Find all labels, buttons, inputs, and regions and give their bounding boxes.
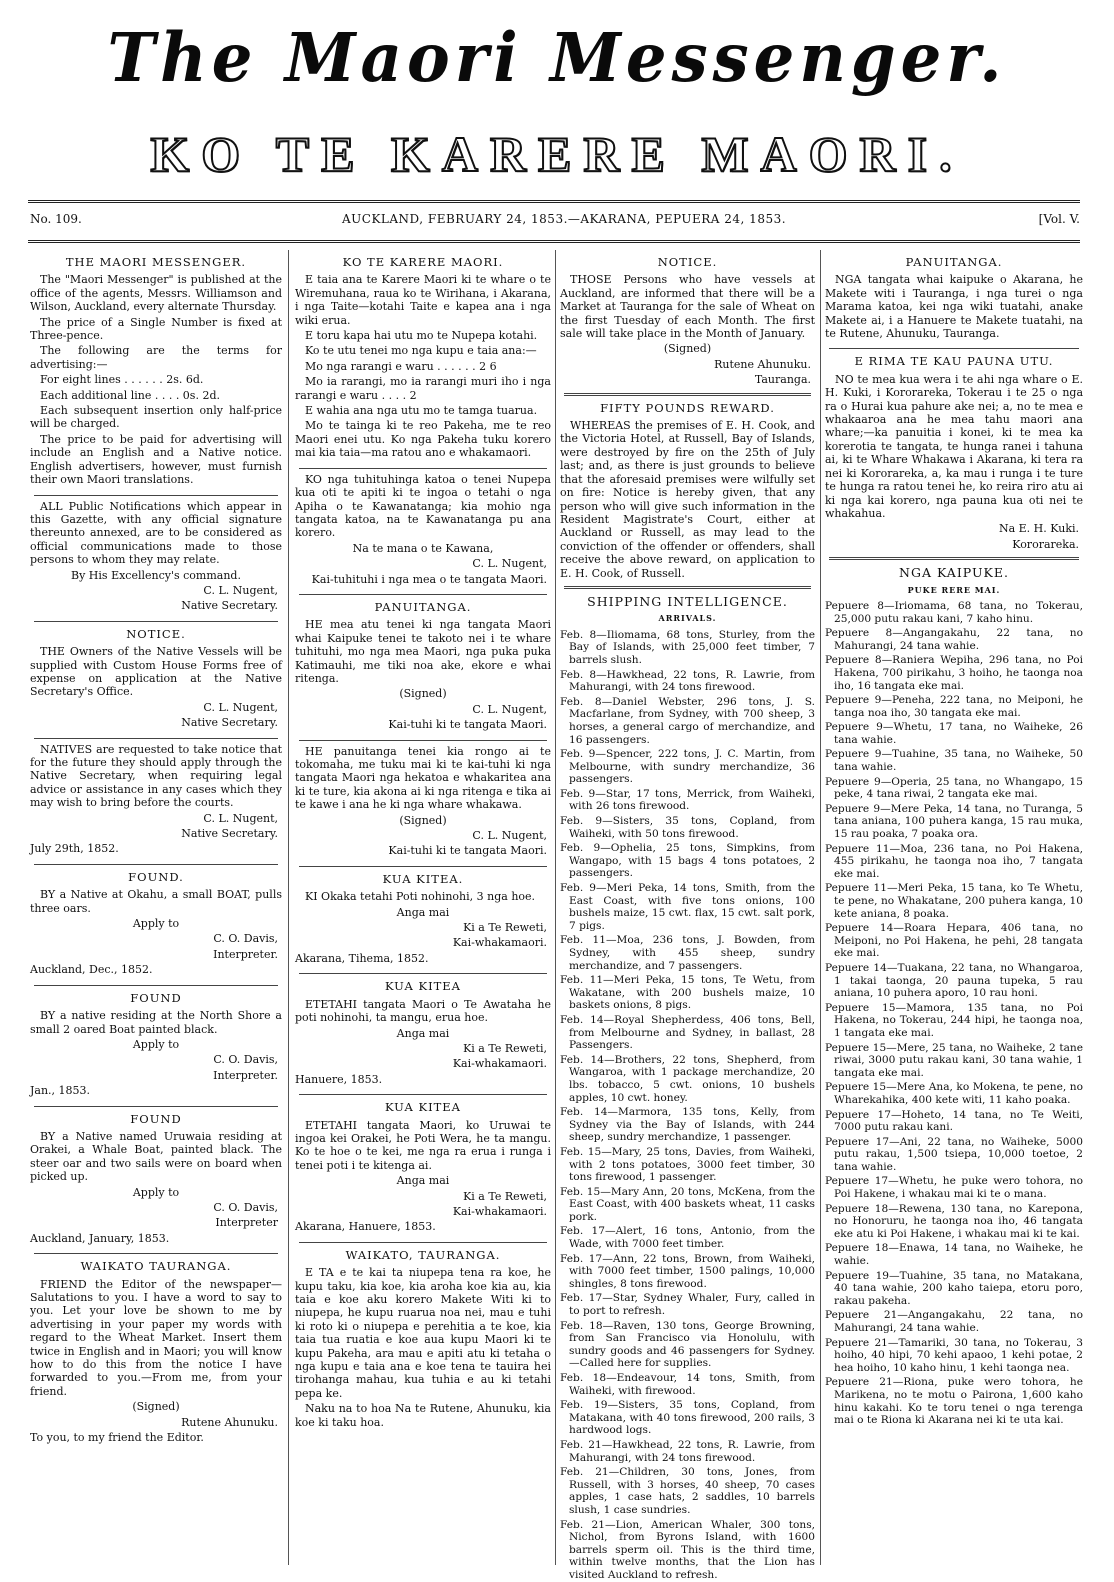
section-heading: THE MAORI MESSENGER. <box>65 255 247 269</box>
arrivals-list <box>560 629 815 1582</box>
shipping-entry: Pepuere 9—Tuahine, 35 tana, no Waiheke, 50 tana wahie. <box>825 748 1083 774</box>
signature: Ki a Te Reweti, <box>463 1189 547 1203</box>
paragraph: KO nga tuhituhinga katoa o tenei Nupepa kua oti te apiti ki te ingoa o tetahi o nga Apiha o te Kawanatanga; kia mohio nga tangata katoa, na te Kawanatanga pu ana korero. <box>295 472 551 540</box>
subheading: PUKE RERE MAI. <box>907 584 1001 595</box>
command-line: Na te mana o te Kawana, <box>352 541 494 555</box>
paragraph: THE Owners of the Native Vessels will be supplied with Custom House Forms free of expense on application at the Native Secretary's Office. <box>30 645 282 699</box>
divider <box>829 557 1079 560</box>
paragraph: HE mea atu tenei ki nga tangata Maori whai Kaipuke tenei te takoto nei i te whare tuhituhi, mo nga mea Maori, nga puka puka Katimauhi, me tiki noa ake, ekore e whai ritenga. <box>295 618 551 685</box>
paragraph: BY a native residing at the North Shore a small 2 oared Boat painted black. <box>30 1009 282 1036</box>
dateline-text: Jan., 1853. <box>30 1084 91 1098</box>
signature-title: Interpreter. <box>213 947 278 961</box>
paragraph: The following are the terms for advertising:— <box>30 344 282 371</box>
issue-number: No. 109. <box>30 212 82 226</box>
signature-title: Kororareka. <box>1012 537 1079 551</box>
shipping-entry: Feb. 9—Ophelia, 25 tons, Simpkins, from Wangapo, with 15 bags 4 tons potatoes, 2 passengers. <box>560 842 815 880</box>
section-heading: NGA KAIPUKE. <box>899 565 1009 581</box>
paragraph: Each subsequent insertion only half-price will be charged. <box>30 404 282 431</box>
paragraph: Each additional line . . . . 0s. 2d. <box>40 388 220 402</box>
paragraph: E wahia ana nga utu mo te tamga tuarua. <box>305 404 538 418</box>
section-heading: NOTICE. <box>657 255 718 269</box>
shipping-entry: Feb. 11—Meri Peka, 15 tons, Te Wetu, from Wakatane, with 200 bushels maize, 10 baskets onions, 8 pigs. <box>560 974 815 1012</box>
shipping-entry: Pepuere 21—Riona, puke wero tohora, he Marikena, no te motu o Pairona, 1,600 kaho hinu kakahi. Ko te toru tenei o nga terenga mai o te Riona ki Akarana nei ki te uta kai. <box>825 1376 1083 1427</box>
paragraph: FRIEND the Editor of the newspaper—Salutations to you. I have a word to say to you. Let your love be shown to me by advertising in your paper my words with regard to the Wheat Market. Insert them twice in English and in Maori; you will know how to do this from the notice I have forwarded to you.—From me, from your friend. <box>30 1277 282 1398</box>
divider <box>829 348 1079 349</box>
shipping-entry: Feb. 9—Spencer, 222 tons, J. C. Martin, from Melbourne, with sundry merchandize, 36 passengers. <box>560 748 815 786</box>
signed-label: (Signed) <box>663 342 712 356</box>
shipping-entry: Feb. 21—Hawkhead, 22 tons, R. Lawrie, from Mahurangi, with 24 tons firewood. <box>560 1438 815 1464</box>
section-heading: SHIPPING INTELLIGENCE. <box>587 593 788 609</box>
signature-title: Kai-whakamaori. <box>452 936 547 950</box>
shipping-entry: Pepuere 8—Iriomama, 68 tana, no Tokerau, 25,000 putu rakau kani, 7 kaho hinu. <box>825 599 1083 625</box>
divider <box>564 393 811 396</box>
divider <box>34 864 278 865</box>
divider <box>299 1242 547 1243</box>
section-heading: WAIKATO TAURANGA. <box>80 1259 232 1274</box>
shipping-entry: Feb. 8—Hawkhead, 22 tons, R. Lawrie, from Mahurangi, with 24 tons firewood. <box>560 668 815 694</box>
dateline-rule <box>28 240 1080 243</box>
signature-title: Native Secretary. <box>181 827 278 841</box>
section-heading: FOUND. <box>128 869 184 884</box>
apply-line: Apply to <box>132 1037 180 1051</box>
divider <box>34 738 278 739</box>
shipping-entry: Pepuere 15—Mere Ana, ko Mokena, te pene, no Wharekahika, 400 kete witi, 11 kaho poaka. <box>825 1081 1083 1106</box>
paragraph: E toru kapa hai utu mo te Nupepa kotahi. <box>305 329 538 343</box>
column-1 <box>30 250 282 1568</box>
divider <box>299 1094 547 1095</box>
section-heading: NOTICE. <box>126 626 186 641</box>
signature: C. L. Nugent, <box>203 811 278 825</box>
paragraph: BY a Native named Uruwaia residing at Orakei, a Whale Boat, painted black. The steer oar and two sails were on board when picked up. <box>30 1129 282 1184</box>
divider <box>34 1106 278 1107</box>
shipping-entry: Pepuere 21—Angangakahu, 22 tana, no Mahurangi, 24 tana wahie. <box>825 1309 1083 1334</box>
shipping-entry: Pepuere 18—Enawa, 14 tana, no Waiheke, he wahie. <box>825 1242 1083 1268</box>
shipping-entry: Pepuere 14—Tuakana, 22 tana, no Whangaroa, 1 takai taonga, 20 pauna tupeka, 5 rau aniana, 10 puhera aporo, 10 rau honi. <box>825 961 1083 1000</box>
shipping-entry: Pepuere 17—Whetu, he puke wero tohora, no Poi Hakene, i whakau mai ki te o mana. <box>825 1175 1083 1201</box>
signature-title: Kai-whakamaori. <box>452 1204 547 1218</box>
paragraph: E TA e te kai ta niupepa tena ra koe, he kupu taku, kia koe, kia aroha koe kia au, kia taia e koe aku korero Makete Witi ki to niupepa, he kupu ruarua noa nei, mau e tuhi ki roto ki o niupepa e perehitia a te koe, kia taia tua ruatia e koe aua kupu Maori ki te kupu Pakeha, ara mau e apiti atu ki tetaha o nga kupu e taia ana e koe tena te tauira hei tirohanga mahau, kua tuhia e au ki tetahi pepa ke. <box>295 1266 551 1400</box>
command-line: By His Excellency's command. <box>71 568 241 582</box>
shipping-entry: Pepuere 9—Peneha, 222 tana, no Meiponi, he tanga noa iho, 30 tangata eke mai. <box>825 694 1083 719</box>
signature-title: Interpreter. <box>213 1068 278 1082</box>
shipping-entry: Feb. 8—Daniel Webster, 296 tons, J. S. Macfarlane, from Sydney, with 700 sheep, 3 horses, a general cargo of merchandize, and 16 passengers. <box>560 695 815 746</box>
shipping-entry: Pepuere 11—Meri Peka, 15 tana, ko Te Whetu, te pene, no Whakatane, 200 puhera kanga, 10 kete aniana, 8 poaka. <box>825 882 1083 920</box>
section-heading: KUA KITEA <box>385 979 461 994</box>
apply-line: Anga mai <box>396 905 450 919</box>
signature: C. O. Davis, <box>213 932 278 946</box>
apply-line: Anga mai <box>396 1026 450 1040</box>
apply-line: Anga mai <box>396 1174 450 1188</box>
paragraph: Mo te tainga ki te reo Pakeha, me te reo Maori enei utu. Ko nga Pakeha tuku korero mai kia taia—ma ratou ano e whakamaori. <box>295 419 551 460</box>
volume-number: [Vol. V. <box>1038 212 1080 226</box>
apply-line: Apply to <box>132 1185 180 1199</box>
shipping-entry: Pepuere 9—Whetu, 17 tana, no Waiheke, 26 tana wahie. <box>825 721 1083 746</box>
masthead-subtitle: KO TE KARERE MAORI. <box>150 126 964 182</box>
signature-title: Native Secretary. <box>181 599 278 613</box>
paragraph: Ko te utu tenei mo nga kupu e taia ana:— <box>305 344 537 358</box>
shipping-entry: Feb. 14—Brothers, 22 tons, Shepherd, from Wangaroa, with 1 package merchandize, 20 lbs. tobacco, 5 cwt. onions, 10 bushels apples, 10 cwt. honey. <box>560 1053 815 1104</box>
signature: C. L. Nugent, <box>472 702 547 716</box>
divider <box>34 1253 278 1254</box>
divider <box>299 468 547 469</box>
section-heading: FOUND <box>130 1111 182 1126</box>
shipping-entry: Pepuere 18—Rewena, 130 tana, no Karepona, no Honoruru, he taonga noa iho, 46 tangata eke atu ki Poi Hakene, i whakau mai ki te kai. <box>825 1202 1083 1240</box>
divider <box>564 586 811 589</box>
column-2 <box>295 250 551 1568</box>
signed-label: (Signed) <box>399 687 447 701</box>
section-heading: PANUITANGA. <box>905 255 1003 269</box>
signature-title: Interpreter <box>215 1216 278 1230</box>
signature: C. L. Nugent, <box>472 829 547 843</box>
paragraph: For eight lines . . . . . . 2s. 6d. <box>40 373 204 387</box>
shipping-entry: Feb. 21—Lion, American Whaler, 300 tons, Nichol, from Byrons Island, with 1600 barrels sperm oil. This is the third time, within twelve months, that the Lion has visited Auckland to refresh. <box>560 1518 815 1581</box>
shipping-entry: Feb. 9—Meri Peka, 14 tons, Smith, from the East Coast, with five tons onions, 100 bushels maize, 15 cwt. flax, 15 cwt. salt pork, 7 pigs. <box>560 882 815 932</box>
shipping-entry: Feb. 19—Sisters, 35 tons, Copland, from Matakana, with 40 tons firewood, 200 rails, 3 hardwood logs. <box>560 1399 815 1437</box>
shipping-entry: Feb. 15—Mary Ann, 20 tons, McKena, from the East Coast, with 400 baskets wheat, 11 casks pork. <box>560 1185 815 1223</box>
section-heading: PANUITANGA. <box>374 599 472 614</box>
signature: C. L. Nugent, <box>472 557 547 571</box>
paragraph: ALL Public Notifications which appear in this Gazette, with any official signature thereunto annexed, are to be considered as official communications made to those persons to whom they may relate. <box>30 499 282 567</box>
signature: Rutene Ahunuku. <box>181 1415 278 1429</box>
shipping-entry: Pepuere 9—Operia, 25 tana, no Whangapo, 15 peke, 4 tana riwai, 2 tangata eke mai. <box>825 775 1083 801</box>
paragraph: NO te mea kua wera i te ahi nga whare o E. H. Kuki, i Kororareka, Tokerau i te 25 o nga ra o Hurai kua pahure ake nei; a, no te mea e whakaaroa ana he mea tahu maori ana whare;—ka panuitia i konei, ki te mea ka korerotia te tangata, te hunga ranei i tahuna ai, ki te Whare Whakawa i Akarana, ki tera ra nei ki Kororareka, a, ka mau i runga i te ture te hunga ra ratou tenei he, ko reira riro atu ai ki nga kai korero, nga pauna kua oti nei te whakahua. <box>825 372 1083 520</box>
shipping-entry: Pepuere 15—Mamora, 135 tana, no Poi Hakena, no Tokerau, 244 hipi, he taonga noa, 1 tangata eke mai. <box>825 1001 1083 1039</box>
shipping-entry: Pepuere 21—Tamariki, 30 tana, no Tokerau, 3 hoiho, 40 hipi, 70 kehi apaoo, 1 kehi potae, 2 hea hoiho, 10 kaho hinu, 1 kehi taonga nea. <box>825 1336 1083 1374</box>
shipping-entry: Feb. 14—Marmora, 135 tons, Kelly, from Sydney via the Bay of Islands, with 244 sheep, sundry merchandize, 1 passenger. <box>560 1106 815 1144</box>
shipping-entry: Pepuere 17—Ani, 22 tana, no Waiheke, 5000 putu rakau, 1,500 tsiepa, 10,000 toetoe, 2 tana wahie. <box>825 1135 1083 1173</box>
paragraph: NATIVES are requested to take notice that for the future they should apply through the Native Secretary, when requiring legal advice or assistance in any cases which they may wish to bring before the courts. <box>30 742 282 810</box>
section-heading: E RIMA TE KAU PAUNA UTU. <box>854 354 1054 369</box>
column-divider <box>820 250 821 1565</box>
shipping-entry: Feb. 14—Royal Shepherdess, 406 tons, Bell, from Melbourne and Sydney, in ballast, 28 Passengers. <box>560 1013 815 1052</box>
issue-date: AUCKLAND, FEBRUARY 24, 1853.—AKARANA, PEPUERA 24, 1853. <box>342 212 787 226</box>
shipping-entry: Feb. 17—Ann, 22 tons, Brown, from Waiheki, with 7000 feet timber, 1500 palings, 10,000 shingles, 8 tons firewood. <box>560 1252 815 1290</box>
signature-title: Kai-whakamaori. <box>452 1057 547 1071</box>
shipping-entry: Pepuere 19—Tuahine, 35 tana, no Matakana, 40 tana wahie, 200 kaho taiepa, etoru poro, rakau pakeha. <box>825 1269 1083 1307</box>
divider <box>299 866 547 867</box>
paragraph: The price to be paid for advertising will include an English and a Native notice. English advertisers, however, must furnish their own Maori translations. <box>30 432 282 487</box>
column-4 <box>825 250 1083 1568</box>
shipping-entry: Feb. 9—Star, 17 tons, Merrick, from Waiheki, with 26 tons firewood. <box>560 787 815 813</box>
divider <box>34 495 278 496</box>
dateline-text: Auckland, January, 1853. <box>30 1231 170 1245</box>
closing-line: Naku na to hoa Na te Rutene, Ahunuku, kia koe ki taku hoa. <box>295 1402 551 1429</box>
section-heading: KUA KITEA. <box>382 871 464 886</box>
paragraph: The "Maori Messenger" is published at the office of the agents, Messrs. Williamson and Wilson, Auckland, every alternate Thursday. <box>30 273 282 314</box>
shipping-entry: Pepuere 15—Mere, 25 tana, no Waiheke, 2 tane riwai, 3000 putu rakau kani, 30 tana wahie, 1 tangata eke mai. <box>825 1041 1083 1079</box>
shipping-entry: Feb. 9—Sisters, 35 tons, Copland, from Waiheki, with 50 tons firewood. <box>560 815 815 840</box>
divider <box>299 740 547 741</box>
signature: Na E. H. Kuki. <box>998 522 1079 536</box>
signature-title: Tauranga. <box>754 373 811 387</box>
signed-label: (Signed) <box>399 813 447 827</box>
paragraph: Mo ia rarangi, mo ia rarangi muri iho i nga rarangi e waru . . . . 2 <box>295 375 551 402</box>
signature: Ki a Te Reweti, <box>463 921 547 935</box>
shipping-entry: Feb. 8—Iliomama, 68 tons, Sturley, from the Bay of Islands, with 25,000 feet timber, 7 barrels slush. <box>560 628 815 666</box>
paragraph: THOSE Persons who have vessels at Auckland, are informed that there will be a Market at Tauranga for the sale of Wheat on the first Tuesday of each Month. The first sale will take place in the Month of January. <box>560 273 815 341</box>
paragraph: ETETAHI tangata Maori o Te Awataha he poti nohinohi, ta mangu, erua hoe. <box>295 997 551 1025</box>
paragraph: WHEREAS the premises of E. H. Cook, and the Victoria Hotel, at Russell, Bay of Islands, were destroyed by fire on the 25th of July last; and, as there is just grounds to believe that the aforesaid premises were wilfully set on fire: Notice is hereby given, that any person who will give such information in the Resident Magistrate's Court, either at Auckland or Russell, as may lead to the conviction of the offender or offenders, shall receive the above reward, on application to E. H. Cook, of Russell. <box>560 419 815 580</box>
dateline-text: Hanuere, 1853. <box>295 1072 383 1086</box>
signature: C. L. Nugent, <box>203 700 278 714</box>
dateline-text: Auckland, Dec., 1852. <box>30 963 153 977</box>
shipping-entry: Pepuere 9—Mere Peka, 14 tana, no Turanga, 5 tana aniana, 100 puhera kanga, 15 rau muka, 15 rau poaka, 7 poaka ora. <box>825 802 1083 841</box>
apply-line: Apply to <box>132 917 180 931</box>
signature: C. O. Davis, <box>213 1053 278 1067</box>
column-divider <box>288 250 289 1565</box>
paragraph: E taia ana te Karere Maori ki te whare o te Wiremuhana, raua ko te Wirihana, i Akarana, i nga Taite—kotahi Taite e kapea ana i nga wiki erua. <box>295 273 551 327</box>
dateline-text: Akarana, Hanuere, 1853. <box>295 1220 436 1234</box>
column-divider <box>555 250 556 1565</box>
signature: C. L. Nugent, <box>203 583 278 597</box>
masthead-title: The Maori Messenger. <box>107 19 1007 98</box>
section-heading: FOUND <box>130 990 182 1005</box>
shipping-entry: Feb. 15—Mary, 25 tons, Davies, from Waiheki, with 2 tons potatoes, 3000 feet timber, 30 tons firewood, 1 passenger. <box>560 1145 815 1184</box>
divider <box>299 594 547 595</box>
paragraph: KI Okaka tetahi Poti nohinohi, 3 nga hoe. <box>305 890 536 904</box>
arrivals-list-maori <box>825 600 1083 1427</box>
paragraph: The price of a Single Number is fixed at Three-pence. <box>30 315 282 343</box>
shipping-entry: Feb. 18—Raven, 130 tons, George Browning, from San Francisco via Honolulu, with sundry goods and 46 passengers for Sydney.—Called here for supplies. <box>560 1319 815 1370</box>
signature-title: Kai-tuhi ki te tangata Maori. <box>388 844 547 858</box>
signature-title: Kai-tuhituhi i nga mea o te tangata Maori. <box>311 572 547 586</box>
subheading: ARRIVALS. <box>658 613 717 624</box>
dateline <box>30 210 1080 232</box>
signature: Ki a Te Reweti, <box>463 1041 547 1055</box>
masthead-rule <box>28 200 1080 203</box>
paragraph: ETETAHI tangata Maori, ko Uruwai te ingoa kei Orakei, he Poti Wera, he ta mangu. Ko te hoe o te kei, me nga ra erua i runga i tenei poti i te kitenga ai. <box>295 1118 551 1172</box>
shipping-entry: Pepuere 14—Roara Hepara, 406 tana, no Meiponi, no Poi Hakena, he pehi, 28 tangata eke mai. <box>825 922 1083 960</box>
signature-title: Kai-tuhi ki te tangata Maori. <box>388 718 547 732</box>
shipping-entry: Feb. 17—Alert, 16 tons, Antonio, from the Wade, with 7000 feet timber. <box>560 1225 815 1251</box>
divider <box>299 973 547 974</box>
shipping-entry: Feb. 18—Endeavour, 14 tons, Smith, from Waiheki, with firewood. <box>560 1372 815 1397</box>
signed-label: (Signed) <box>132 1400 180 1414</box>
section-heading: WAIKATO, TAURANGA. <box>345 1247 501 1262</box>
section-heading: KO TE KARERE MAORI. <box>342 255 504 269</box>
signature: Rutene Ahunuku. <box>714 357 811 371</box>
divider <box>34 985 278 986</box>
paragraph: HE panuitanga tenei kia rongo ai te tokomaha, me tuku mai ki te kai-tuhi ki nga tangata Maori nga hekatoa e whakaritea ana ki te ture, kia akona ai ki nga ritenga e tika ai te kawe i ana he ki nga whare whakawa. <box>295 744 551 812</box>
closing-line: To you, to my friend the Editor. <box>30 1431 204 1445</box>
shipping-entry: Pepuere 17—Hoheto, 14 tana, no Te Weiti, 7000 putu rakau kani. <box>825 1108 1083 1134</box>
shipping-entry: Pepuere 8—Raniera Wepiha, 296 tana, no Poi Hakena, 700 pirikahu, 3 hoiho, he taonga noa iho, 16 tangata eke mai. <box>825 654 1083 692</box>
shipping-entry: Pepuere 11—Moa, 236 tana, no Poi Hakena, 455 pirikahu, he taonga noa iho, 7 tangata eke mai. <box>825 842 1083 880</box>
section-heading: FIFTY POUNDS REWARD. <box>600 400 775 415</box>
shipping-entry: Feb. 17—Star, Sydney Whaler, Fury, called in to port to refresh. <box>560 1292 815 1318</box>
signature: C. O. Davis, <box>213 1200 278 1214</box>
shipping-entry: Pepuere 8—Angangakahu, 22 tana, no Mahurangi, 24 tana wahie. <box>825 627 1083 652</box>
signature-title: Native Secretary. <box>181 716 278 730</box>
dateline-text: July 29th, 1852. <box>30 842 119 856</box>
column-3 <box>560 250 815 1581</box>
divider <box>34 621 278 622</box>
dateline-text: Akarana, Tihema, 1852. <box>295 951 429 965</box>
shipping-entry: Feb. 21—Children, 30 tons, Jones, from Russell, with 3 horses, 40 sheep, 70 cases apples, 1 case hats, 2 saddles, 10 barrels slush, 1 case sundries. <box>560 1466 815 1516</box>
paragraph: BY a Native at Okahu, a small BOAT, pulls three oars. <box>30 888 282 915</box>
section-heading: KUA KITEA <box>385 1100 461 1115</box>
shipping-entry: Feb. 11—Moa, 236 tons, J. Bowden, from Sydney, with 455 sheep, sundry merchandize, and 7 passengers. <box>560 934 815 972</box>
paragraph: Mo nga rarangi e waru . . . . . . 2 6 <box>305 359 497 373</box>
paragraph: NGA tangata whai kaipuke o Akarana, he Makete witi i Tauranga, i nga turei o nga Marama katoa, kei nga wiki tuatahi, anake Makete ai, i a Hanuere te Makete tuatahi, na te Rutene, Ahunuku, Tauranga. <box>825 273 1083 341</box>
